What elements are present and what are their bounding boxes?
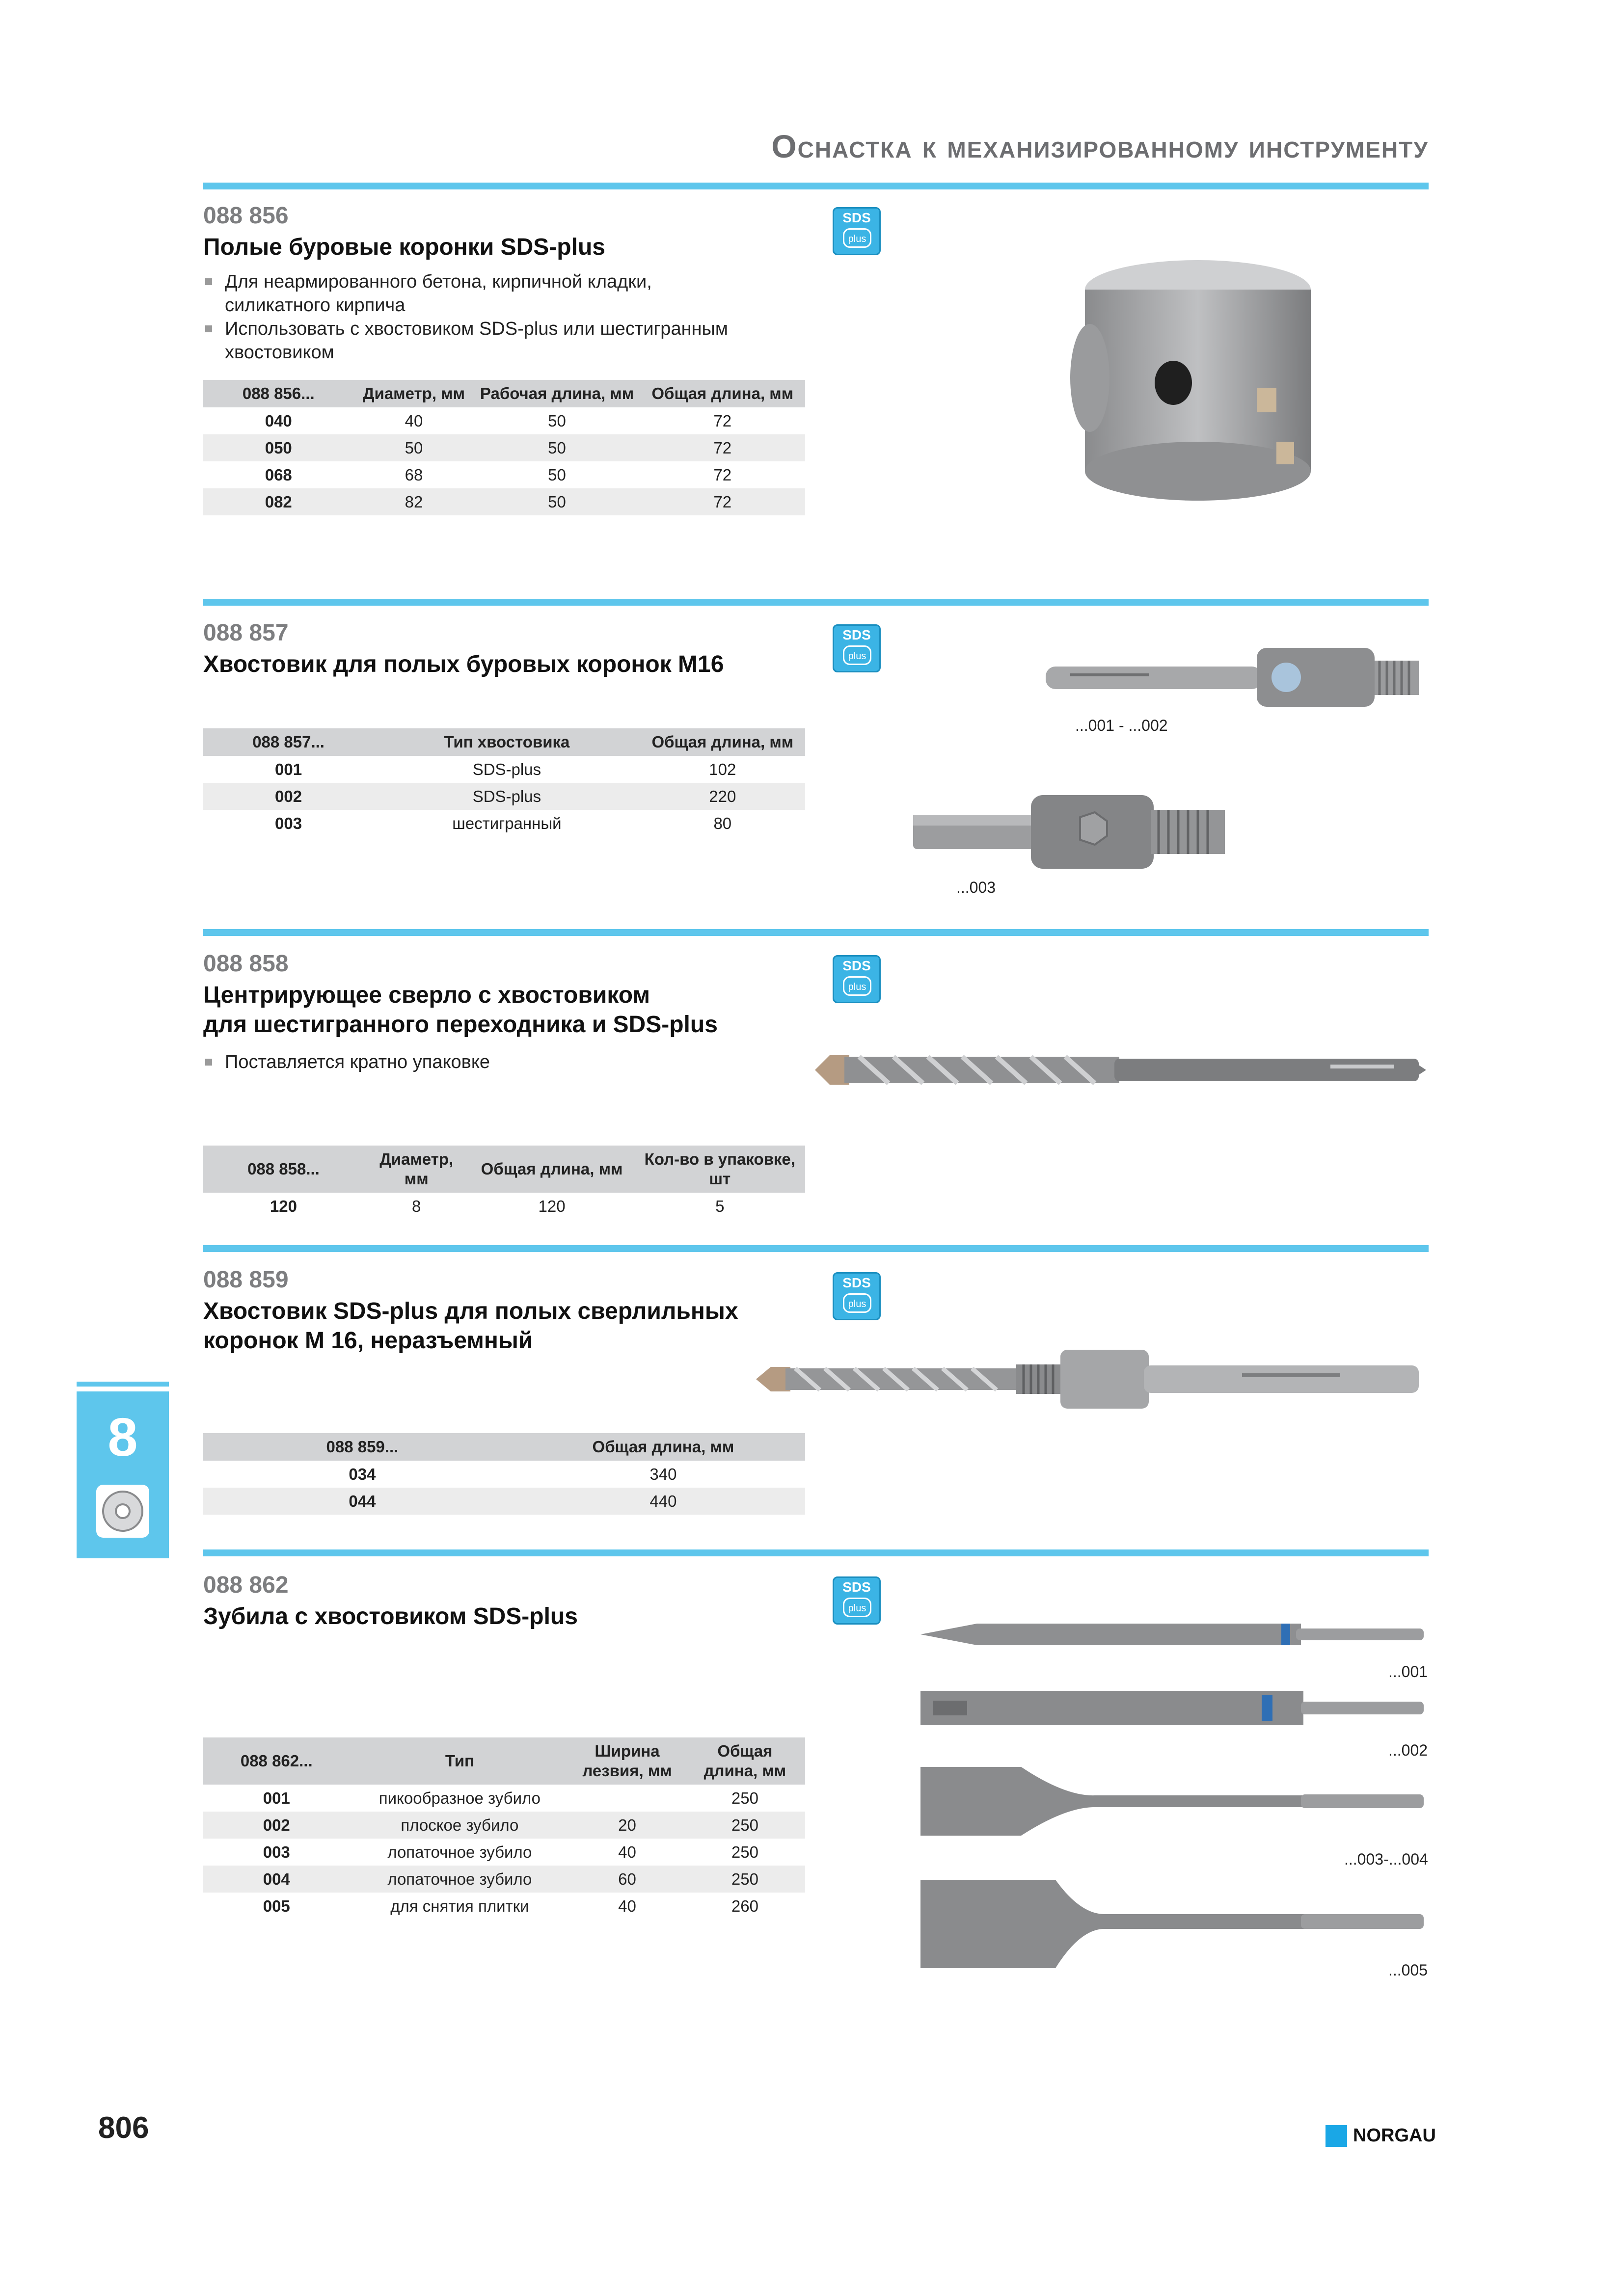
table-row bbox=[203, 1839, 805, 1866]
product-title: Хвостовик для полых буровых коронок М16 bbox=[203, 651, 724, 677]
article-cell: 068 bbox=[265, 465, 292, 484]
table-cell: плоское зубило bbox=[350, 1812, 570, 1839]
table-row bbox=[203, 1785, 805, 1812]
table-cell: 20 bbox=[569, 1812, 685, 1839]
hex-shank-image bbox=[908, 788, 1232, 876]
image-label: ...001 bbox=[1388, 1663, 1428, 1681]
table-cell: 40 bbox=[618, 1896, 636, 1915]
section-divider bbox=[203, 599, 1429, 606]
table-cell: 50 bbox=[474, 434, 640, 461]
article-cell: 040 bbox=[265, 411, 292, 430]
col-header: 088 856... bbox=[203, 380, 354, 407]
sds-badge-top: SDS bbox=[842, 1579, 871, 1595]
table-cell: пикообразное зубило bbox=[379, 1789, 541, 1807]
article-cell: 002 bbox=[203, 1812, 350, 1839]
product-title: Зубила с хвостовиком SDS-plus bbox=[203, 1603, 578, 1629]
product-title: Полые буровые коронки SDS-plus bbox=[203, 234, 605, 260]
sds-badge-bottom: plus bbox=[843, 645, 871, 665]
table-cell: 40 bbox=[405, 411, 423, 430]
feature-list bbox=[203, 1050, 743, 1074]
table-cell: 8 bbox=[412, 1197, 421, 1215]
article-cell: 004 bbox=[203, 1866, 350, 1893]
spec-table bbox=[203, 1146, 805, 1220]
spec-table bbox=[203, 1433, 805, 1515]
table-cell: 102 bbox=[709, 760, 736, 778]
table-cell: 250 bbox=[731, 1789, 758, 1807]
col-header: Общая длина, мм bbox=[685, 1737, 805, 1785]
image-label: ...005 bbox=[1388, 1961, 1428, 1979]
table-cell: 250 bbox=[731, 1842, 758, 1861]
table-cell: 50 bbox=[354, 434, 474, 461]
article-cell: 082 bbox=[203, 488, 354, 515]
table-cell: 80 bbox=[713, 814, 732, 832]
table-cell: 50 bbox=[548, 465, 566, 484]
article-cell: 003 bbox=[275, 814, 302, 832]
table-cell: 260 bbox=[731, 1896, 758, 1915]
sds-badge-top: SDS bbox=[842, 1275, 871, 1290]
section-divider bbox=[203, 1245, 1429, 1252]
sds-badge-top: SDS bbox=[842, 958, 871, 973]
sds-adapter-drill-image bbox=[751, 1335, 1429, 1423]
col-header: Ширина лезвия, мм bbox=[569, 1737, 685, 1785]
sds-badge-bottom: plus bbox=[843, 228, 871, 248]
table-cell: SDS-plus bbox=[374, 783, 640, 810]
col-header: 088 862... bbox=[203, 1737, 350, 1785]
article-cell: 044 bbox=[203, 1488, 521, 1515]
sds-plus-icon bbox=[833, 1576, 881, 1625]
sds-plus-icon bbox=[833, 207, 881, 255]
table-row bbox=[203, 1893, 805, 1920]
sds-badge-top: SDS bbox=[842, 210, 871, 225]
chapter-tab bbox=[77, 1391, 169, 1558]
table-cell: 60 bbox=[569, 1866, 685, 1893]
brand-logo-icon bbox=[1325, 2125, 1347, 2147]
article-cell: 001 bbox=[275, 760, 302, 778]
page-number: 806 bbox=[98, 2111, 149, 2145]
table-row bbox=[203, 1866, 805, 1893]
table-row bbox=[203, 407, 805, 434]
article-cell: 120 bbox=[270, 1197, 297, 1215]
table-cell: 72 bbox=[713, 411, 732, 430]
table-cell: для снятия плитки bbox=[390, 1896, 529, 1915]
article-cell: 002 bbox=[203, 783, 374, 810]
table-cell: 72 bbox=[713, 465, 732, 484]
table-cell: 340 bbox=[649, 1465, 677, 1483]
col-header: 088 857... bbox=[203, 728, 374, 756]
table-row bbox=[203, 488, 805, 515]
sds-badge-top: SDS bbox=[842, 627, 871, 642]
cutting-disc-icon bbox=[96, 1485, 149, 1538]
product-code: 088 858 bbox=[203, 951, 289, 977]
sds-badge-bottom: plus bbox=[843, 1598, 871, 1617]
col-header: Общая длина, мм bbox=[640, 728, 805, 756]
table-row bbox=[203, 1461, 805, 1488]
chapter-tab-bar bbox=[77, 1382, 169, 1387]
sds-plus-icon bbox=[833, 955, 881, 1003]
table-row bbox=[203, 783, 805, 810]
section-divider bbox=[203, 929, 1429, 936]
col-header: Рабочая длина, мм bbox=[474, 380, 640, 407]
table-row bbox=[203, 1812, 805, 1839]
feature-item: Поставляется кратно упаковке bbox=[203, 1050, 743, 1074]
table-cell: SDS-plus bbox=[472, 760, 541, 778]
tile-chisel-image bbox=[918, 1875, 1429, 1973]
article-cell: 050 bbox=[203, 434, 354, 461]
sds-badge-bottom: plus bbox=[843, 1293, 871, 1313]
sds-badge-bottom: plus bbox=[843, 976, 871, 996]
col-header: Диаметр, мм bbox=[354, 380, 474, 407]
product-code: 088 859 bbox=[203, 1267, 289, 1293]
product-title-line-2: коронок М 16, неразъемный bbox=[203, 1328, 533, 1354]
table-row bbox=[203, 810, 805, 837]
feature-list bbox=[203, 270, 743, 364]
product-title-line-2: для шестигранного переходника и SDS-plus bbox=[203, 1012, 718, 1038]
table-row bbox=[203, 1488, 805, 1515]
chapter-number: 8 bbox=[108, 1407, 138, 1468]
table-cell: 5 bbox=[715, 1197, 725, 1215]
table-cell: 250 bbox=[685, 1866, 805, 1893]
product-title: Центрирующее сверло с хвостовиком bbox=[203, 982, 650, 1008]
col-header: 088 859... bbox=[203, 1433, 521, 1461]
product-code: 088 857 bbox=[203, 620, 289, 646]
page-header-title: Оснастка к механизированному инструменту bbox=[771, 128, 1429, 164]
image-label: ...003-...004 bbox=[1344, 1850, 1428, 1868]
col-header: Кол-во в упаковке, шт bbox=[635, 1146, 805, 1193]
pointed-chisel-image bbox=[918, 1620, 1429, 1649]
table-cell bbox=[569, 1785, 685, 1812]
table-cell: лопаточное зубило bbox=[387, 1842, 532, 1861]
sds-plus-icon bbox=[833, 624, 881, 672]
spec-table bbox=[203, 380, 805, 515]
col-header: Тип bbox=[350, 1737, 570, 1785]
feature-item: Использовать с хвостовиком SDS-plus или шестигранным хвостовиком bbox=[203, 317, 743, 364]
table-cell: 120 bbox=[538, 1197, 566, 1215]
table-cell: 40 bbox=[618, 1842, 636, 1861]
table-row bbox=[203, 756, 805, 783]
table-row bbox=[203, 434, 805, 461]
feature-item: Для неармированного бетона, кирпичной кладки, силикатного кирпича bbox=[203, 270, 743, 317]
col-header: Диаметр, мм bbox=[364, 1146, 469, 1193]
table-cell: 72 bbox=[640, 434, 805, 461]
image-label: ...003 bbox=[956, 879, 996, 896]
col-header: Общая длина, мм bbox=[469, 1146, 634, 1193]
col-header: 088 858... bbox=[203, 1146, 364, 1193]
table-cell: 250 bbox=[685, 1812, 805, 1839]
table-cell: 50 bbox=[474, 488, 640, 515]
table-row bbox=[203, 1193, 805, 1220]
col-header: Общая длина, мм bbox=[521, 1433, 805, 1461]
table-cell: шестигранный bbox=[452, 814, 562, 832]
section-divider bbox=[203, 1549, 1429, 1556]
flat-chisel-image bbox=[918, 1686, 1429, 1730]
section-divider bbox=[203, 183, 1429, 189]
product-code: 088 862 bbox=[203, 1572, 289, 1598]
image-label: ...002 bbox=[1388, 1741, 1428, 1759]
article-cell: 005 bbox=[263, 1896, 290, 1915]
table-row bbox=[203, 461, 805, 488]
table-cell: 220 bbox=[640, 783, 805, 810]
table-cell: 68 bbox=[405, 465, 423, 484]
sds-plus-icon bbox=[833, 1272, 881, 1320]
article-cell: 034 bbox=[349, 1465, 376, 1483]
sds-shank-image bbox=[1041, 643, 1424, 712]
table-cell: лопаточное зубило bbox=[350, 1866, 570, 1893]
image-label: ...001 - ...002 bbox=[1075, 717, 1168, 734]
article-cell: 001 bbox=[263, 1789, 290, 1807]
product-code: 088 856 bbox=[203, 203, 289, 229]
table-cell: 440 bbox=[521, 1488, 805, 1515]
article-cell: 003 bbox=[263, 1842, 290, 1861]
table-cell: 50 bbox=[548, 411, 566, 430]
col-header: Тип хвостовика bbox=[374, 728, 640, 756]
brand-name: NORGAU bbox=[1353, 2125, 1436, 2146]
product-title: Хвостовик SDS-plus для полых сверлильных bbox=[203, 1298, 738, 1324]
spade-chisel-image bbox=[918, 1762, 1429, 1841]
table-cell: 72 bbox=[640, 488, 805, 515]
col-header: Общая длина, мм bbox=[640, 380, 805, 407]
centering-drill-image bbox=[810, 1043, 1429, 1097]
spec-table bbox=[203, 1737, 805, 1920]
table-cell: 82 bbox=[354, 488, 474, 515]
spec-table bbox=[203, 728, 805, 837]
core-bit-image bbox=[1051, 255, 1355, 510]
